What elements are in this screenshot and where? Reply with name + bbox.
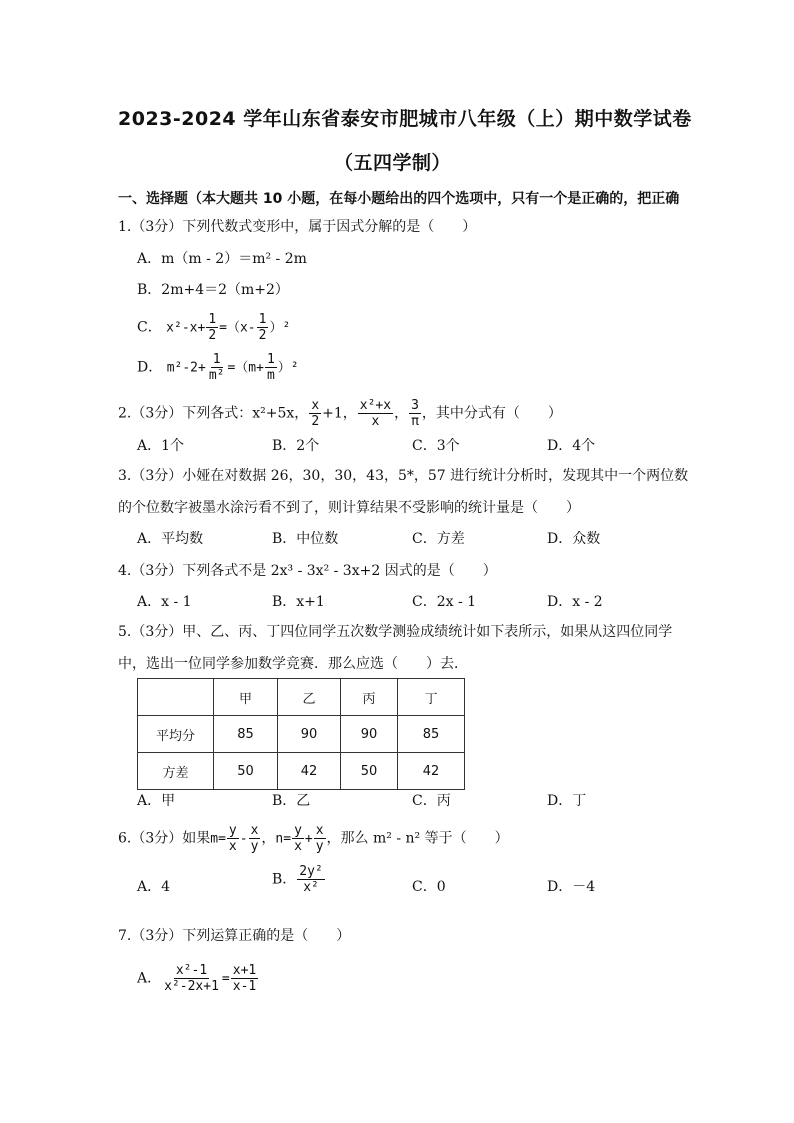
fraction-denominator: y	[315, 839, 324, 854]
question-3-option-b: B．中位数	[272, 531, 339, 547]
question-5-option-b: B．乙	[272, 793, 311, 809]
table-cell: 乙	[278, 679, 341, 716]
option-label: D．	[137, 359, 163, 376]
fraction-numerator: x²+x	[359, 398, 392, 413]
expr-part: ）²	[277, 360, 299, 376]
fraction-numerator: 1	[208, 312, 217, 327]
fraction	[227, 823, 239, 854]
fraction-numerator: x	[315, 823, 324, 838]
question-6-option-d: D．－4	[547, 879, 596, 895]
table-cell: 平均分	[138, 716, 214, 753]
question-2-option-d: D．4个	[547, 438, 596, 454]
table-cell: 42	[398, 753, 465, 790]
fraction-numerator: y	[294, 823, 302, 838]
table-cell	[138, 679, 214, 716]
question-6-option-a: A．4	[137, 879, 171, 895]
fraction-numerator: x²-1	[175, 963, 208, 978]
page-title: 2023-2024 学年山东省泰安市肥城市八年级（上）期中数学试卷	[118, 108, 692, 130]
expr-part: -	[239, 831, 248, 847]
question-5-option-a: A．甲	[137, 793, 176, 809]
stem-text: 2.（3分）下列各式：	[118, 405, 253, 422]
fraction	[309, 398, 321, 429]
fraction-denominator: 2	[258, 328, 267, 343]
question-2-option-c: C．3个	[412, 438, 460, 454]
stem-text: ，其中分式有（ ）	[421, 405, 562, 422]
question-4-option-c: C．2x - 1	[412, 594, 477, 610]
table-cell: 方差	[138, 753, 214, 790]
expr-part: =（x-	[219, 320, 256, 336]
fraction-denominator: x	[294, 839, 302, 854]
table-cell: 50	[341, 753, 398, 790]
expr-part: x²-x+	[166, 320, 206, 336]
expr-part: +1，	[322, 405, 357, 422]
fraction	[162, 963, 221, 994]
question-3-line-1: 3.（3分）小娅在对数据 26，30，30，43，5*，57 进行统计分析时，发现其中一个两位数	[118, 468, 689, 484]
fraction-numerator: x+1	[232, 963, 257, 978]
question-7-stem: 7.（3分）下列运算正确的是（ ）	[118, 928, 351, 944]
fraction-denominator: π	[411, 414, 419, 429]
question-1-option-c	[137, 312, 290, 343]
question-6-option-c: C．0	[412, 879, 446, 895]
expr-part: +	[304, 831, 313, 847]
fraction	[249, 823, 261, 854]
table-cell: 50	[214, 753, 278, 790]
question-1-option-b	[137, 281, 289, 299]
table-cell: 90	[278, 716, 341, 753]
stem-text: 6.（3分）如果	[118, 830, 211, 847]
fraction-denominator: x²-2x+1	[164, 979, 219, 994]
table-row	[138, 716, 465, 753]
table-cell: 丙	[341, 679, 398, 716]
fraction-numerator: x	[250, 823, 259, 838]
question-3-line-2: 的个位数字被墨水涂污看不到了，则计算结果不受影响的统计量是（ ）	[118, 500, 580, 516]
table-cell: 42	[278, 753, 341, 790]
fraction-denominator: m	[266, 368, 275, 383]
option-text: 2m+4＝2（m+2）	[161, 282, 289, 298]
expr-part: m=	[210, 831, 226, 847]
question-2-stem	[118, 398, 562, 429]
question-6-option-b	[272, 864, 326, 895]
question-1-stem: 1.（3分）下列代数式变形中，属于因式分解的是（ ）	[118, 219, 477, 235]
question-4-option-b: B．x+1	[272, 594, 325, 610]
fraction-numerator: y	[228, 823, 237, 838]
option-label: A．	[137, 251, 162, 267]
question-5-line-1: 5.（3分）甲、乙、丙、丁四位同学五次数学测验成绩统计如下表所示，如果从这四位同学	[118, 624, 673, 640]
fraction-denominator: 2	[311, 414, 320, 429]
question-6-stem	[118, 823, 509, 854]
fraction-denominator: y	[250, 839, 259, 854]
fraction-denominator: x	[371, 414, 380, 429]
expr-part: =（m+	[227, 360, 264, 376]
question-1-option-a	[137, 250, 307, 268]
fraction-numerator: 2y²	[299, 864, 323, 879]
question-3-option-c: C．方差	[412, 531, 465, 547]
fraction	[206, 312, 218, 343]
page-subtitle: （五四学制）	[334, 152, 452, 174]
expr-part: n=	[275, 831, 292, 847]
table-cell: 85	[214, 716, 278, 753]
fraction	[231, 963, 258, 994]
fraction-denominator: x-1	[232, 979, 257, 994]
fraction-numerator: 1	[258, 312, 267, 327]
question-4-option-a: A．x - 1	[137, 594, 192, 610]
question-1-option-d	[137, 352, 299, 383]
score-table	[137, 678, 465, 790]
question-5-option-c: C．丙	[412, 793, 451, 809]
expr-part: ，	[394, 405, 409, 422]
fraction-numerator: 1	[212, 352, 221, 367]
fraction	[265, 352, 277, 383]
fraction-denominator: x	[228, 839, 237, 854]
table-row	[138, 753, 465, 790]
table-cell: 甲	[214, 679, 278, 716]
expr-part: m²-2+	[166, 360, 206, 376]
option-text: m（m - 2）＝m² - 2m	[161, 251, 307, 267]
fraction-denominator: 2	[208, 328, 217, 343]
question-4-option-d: D．x - 2	[547, 594, 603, 610]
fraction-numerator: 1	[266, 352, 275, 367]
table-cell: 90	[341, 716, 398, 753]
fraction-numerator: x	[311, 398, 320, 413]
table-cell: 丁	[398, 679, 465, 716]
fraction	[314, 823, 326, 854]
option-label: B．	[137, 282, 162, 298]
fraction	[292, 823, 304, 854]
question-2-option-a: A．1个	[137, 438, 185, 454]
fraction	[358, 398, 393, 429]
stem-text: ，那么 m² - n² 等于（ ）	[326, 830, 509, 847]
option-label: B．	[272, 871, 297, 888]
fraction	[257, 312, 269, 343]
question-3-option-d: D．众数	[547, 531, 601, 547]
question-2-option-b: B．2个	[272, 438, 320, 454]
fraction	[409, 398, 421, 429]
fraction	[207, 352, 227, 383]
fraction	[297, 864, 324, 895]
question-5-line-2: 中，选出一位同学参加数学竞赛．那么应选（ ）去．	[118, 656, 468, 672]
table-header-row	[138, 679, 465, 716]
question-7-option-a	[137, 963, 259, 994]
fraction-numerator: 3	[411, 398, 419, 413]
question-3-option-a: A．平均数	[137, 531, 204, 547]
table-cell: 85	[398, 716, 465, 753]
question-4-stem: 4.（3分）下列各式不是 2x³ - 3x² - 3x+2 因式的是（ ）	[118, 563, 497, 579]
section-heading: 一、选择题（本大题共 10 小题，在每小题给出的四个选项中，只有一个是正确的，把正确	[118, 191, 680, 207]
fraction-denominator: m²	[208, 368, 225, 383]
option-label: A．	[137, 970, 162, 987]
question-5-option-d: D．丁	[547, 793, 587, 809]
expr-part: =	[221, 971, 230, 987]
expr-part: ）²	[269, 320, 291, 336]
expr-part: ，	[261, 830, 276, 847]
fraction-denominator: x²	[303, 880, 319, 895]
option-label: C．	[137, 319, 162, 336]
expr-part: x²+5x，	[252, 405, 309, 422]
